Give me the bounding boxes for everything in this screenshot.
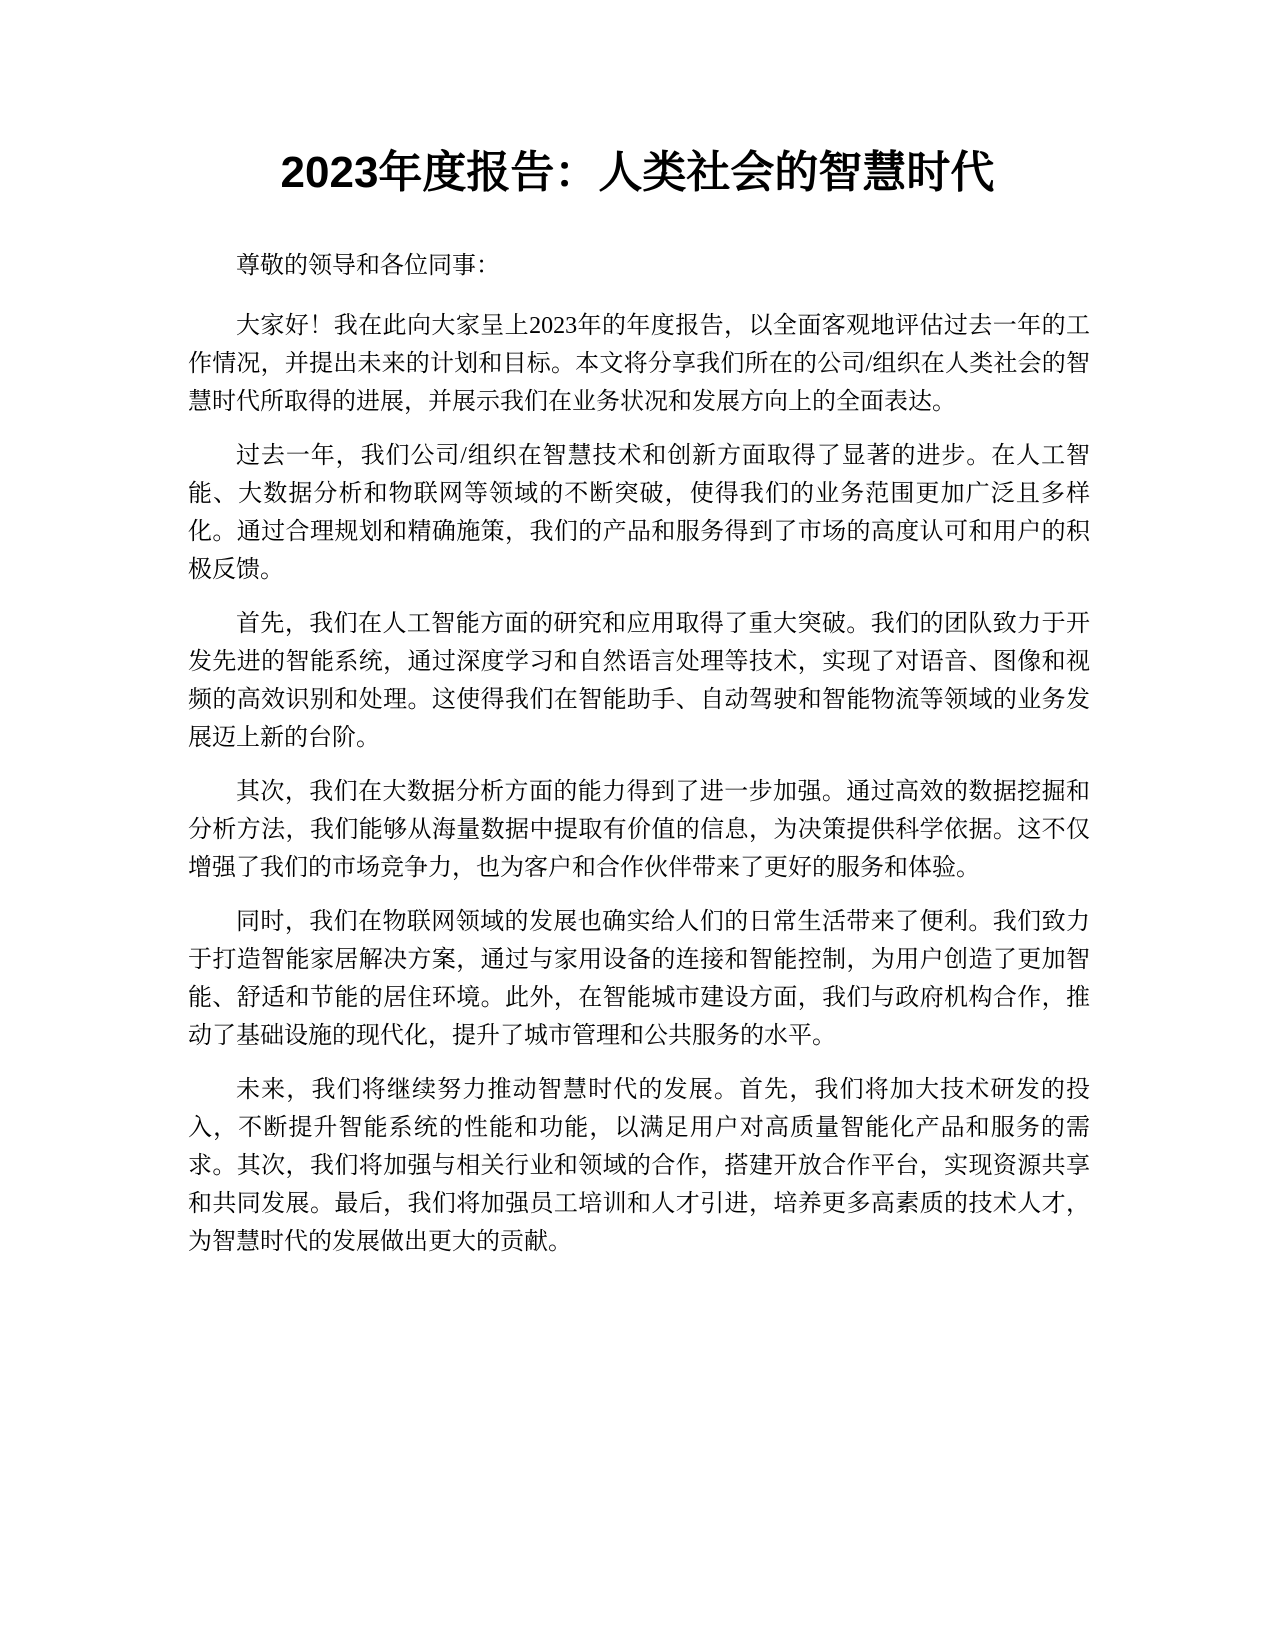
salutation: 尊敬的领导和各位同事： [236, 253, 500, 279]
paragraph-1: 大家好！我在此向大家呈上2023年的年度报告，以全面客观地评估过去一年的工作情况，并提出未来的计划和目标。本文将分享我们所在的公司/组织在人类社会的智慧时代所取得的进展，并展示我们在业务状况和发展方向上的全面表达。 [188, 313, 1090, 415]
document-body [188, 247, 1090, 1277]
document-title: 2023年度报告：人类社会的智慧时代 [280, 148, 995, 197]
paragraph-3: 首先，我们在人工智能方面的研究和应用取得了重大突破。我们的团队致力于开发先进的智能系统，通过深度学习和自然语言处理等技术，实现了对语音、图像和视频的高效识别和处理。这使得我们在智能助手、自动驾驶和智能物流等领域的业务发展迈上新的台阶。 [188, 611, 1090, 751]
paragraph-6: 未来，我们将继续努力推动智慧时代的发展。首先，我们将加大技术研发的投入，不断提升智能系统的性能和功能，以满足用户对高质量智能化产品和服务的需求。其次，我们将加强与相关行业和领域的合作，搭建开放合作平台，实现资源共享和共同发展。最后，我们将加强员工培训和人才引进，培养更多高素质的技术人才，为智慧时代的发展做出更大的贡献。 [188, 1077, 1090, 1255]
paragraph-2: 过去一年，我们公司/组织在智慧技术和创新方面取得了显著的进步。在人工智能、大数据分析和物联网等领域的不断突破，使得我们的业务范围更加广泛且多样化。通过合理规划和精确施策，我们的产品和服务得到了市场的高度认可和用户的积极反馈。 [188, 443, 1090, 583]
paragraph-4: 其次，我们在大数据分析方面的能力得到了进一步加强。通过高效的数据挖掘和分析方法，我们能够从海量数据中提取有价值的信息，为决策提供科学依据。这不仅增强了我们的市场竞争力，也为客户和合作伙伴带来了更好的服务和体验。 [188, 779, 1090, 881]
paragraph-5: 同时，我们在物联网领域的发展也确实给人们的日常生活带来了便利。我们致力于打造智能家居解决方案，通过与家用设备的连接和智能控制，为用户创造了更加智能、舒适和节能的居住环境。此外，在智能城市建设方面，我们与政府机构合作，推动了基础设施的现代化，提升了城市管理和公共服务的水平。 [188, 909, 1090, 1049]
